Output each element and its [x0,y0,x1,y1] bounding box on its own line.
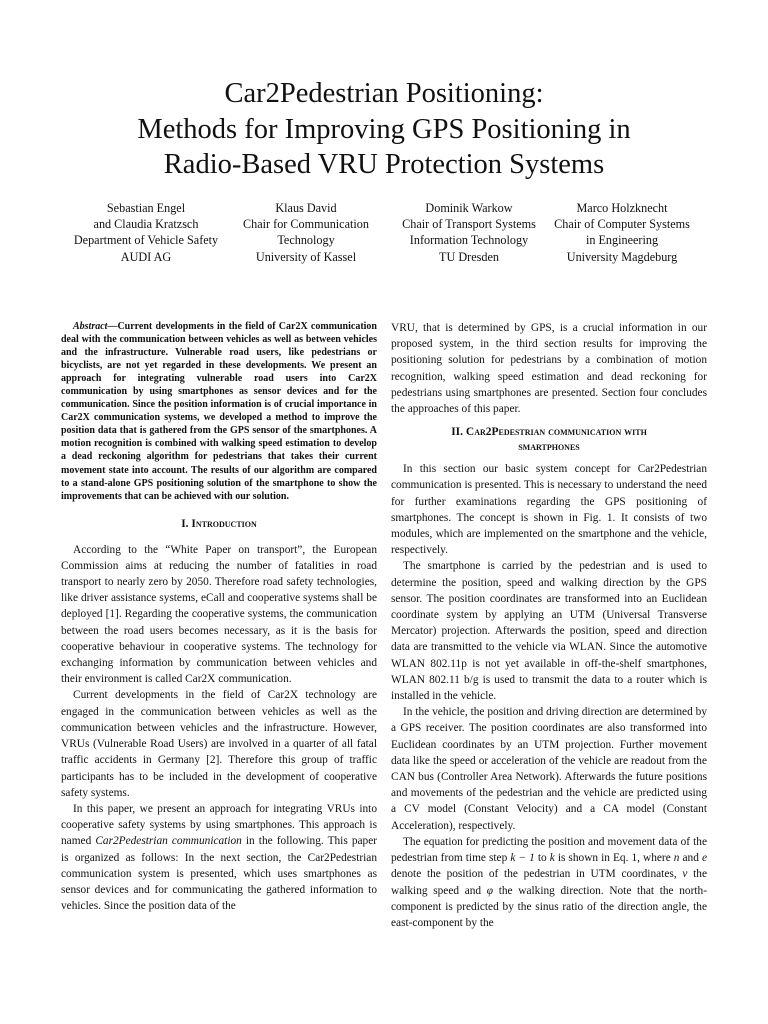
author-name: and Claudia Kratzsch [93,217,199,232]
math-symbol: v [682,868,688,881]
author-block-2 [226,200,386,265]
author-affiliation: Chair for Communication [243,217,369,232]
text-run: and [679,852,702,865]
author-affiliation: University of Kassel [255,249,357,264]
section2-paragraph-4 [391,834,707,931]
title-line-1: Car2Pedestrian Positioning: [224,78,544,109]
text-run: denote the position of the pedestrian in UTM coordinates, [391,868,683,881]
math-symbol: n [673,852,680,865]
author-block-4 [541,200,703,265]
author-name: Klaus David [275,201,337,215]
text-run: in the following. This paper is organized as follows: In the next section, the Car2Pedestrian communication system is presented, which uses smartphones as sensor devices and for communicating the gathered information to vehicles. Since the position data of the [61,835,378,913]
author-affiliation: AUDI AG [120,249,172,264]
title-line-2: Methods for Improving GPS Positioning in [137,113,631,145]
text-run: In this paper, we present an approach for integrating VRUs into cooperative safety systems by using smartphones. This approach is named [61,802,377,848]
section2-paragraph-3: In the vehicle, the position and driving direction are determined by a GPS receiver. The position coordinates are also transformed into Euclidean coordinates by an UTM projection. Further movement data like the speed or acceleration of the vehicle are readout from the CAN bus (Controller Area Network). Afterwards the future positions and movements of the pedestrian and the vehicle are predicted using a CV model (Constant Velocity) and a CA model (Constant Acceleration), respectively. [391,706,707,832]
author-name: Dominik Warkow [425,201,513,215]
text-run: is shown in Eq. 1, where [554,852,674,865]
author-affiliation: Chair of Computer Systems [554,217,690,232]
intro-paragraph-1: According to the “White Paper on transport”, the European Commission aims at reducing the number of fatalities in road transport to nearly zero by 2050. Therefore road safety technologies, like driver assistance systems, eCall and cooperative systems shall be deployed [1]. Regarding the cooperative systems, the communication between the road users becomes necessary, as it is the basis for cooperative behaviour in cooperative systems. The technology for exchanging information by communication between vehicles and their environment is called Car2X communication. [61,543,377,686]
text-run: the walking speed and [391,868,707,897]
author-affiliation: Chair of Transport Systems [402,217,536,232]
text-run: The equation for predicting the position and movement data of the pedestrian from time step [391,835,707,865]
author-affiliation: TU Dresden [439,249,499,264]
text-run: the walking direction. Note that the north-component is predicted by the sinus ratio of the direction angle, the east-component by the [391,884,707,929]
math-symbol: φ [486,884,494,897]
section2-paragraph-1: In this section our basic system concept for Car2Pedestrian communication is presented. This is necessary to understand the need for further examinations regarding the GPS positioning of smartphones. The concept is shown in Fig. 1. It consists of two modules, which are implemented on the smartphone and the vehicle, respectively. [391,463,707,557]
abstract-text: —Current developments in the field of Car2X communication deal with the communication between vehicles as well as between vehicles and the infrastructure. Vulnerable road users, like pedestrians or bicyclists, are not yet regarded in these developments. We present an approach for integrating vulnerable road users into Car2X communication by using smartphones as sensor devices and for the communication. Since the position information is of crucial importance in Car2X communication systems, we developed a method to improve the position data that is gathered from the GPS sensor of the smartphones. A motion recognition is combined with walking speed estimation to develop a dead reckoning algorithm for pedestrians that takes their current movement state into account. The results of our algorithm are compared to a stand-alone GPS positioning solution of the smartphone to show the improvements that can be achieved with our solution. [61,321,377,502]
heading-line: II. Car2Pedestrian communication with [451,426,647,439]
right-column [391,320,707,931]
title-line-3: Radio-Based VRU Protection Systems [163,149,605,180]
author-affiliation: University Magdeburg [566,249,678,264]
math-symbol: e [701,852,707,865]
author-affiliation: Information Technology [409,233,529,248]
section-heading-car2pedestrian [391,425,707,455]
math-symbol: k − 1 [510,852,535,865]
author-name: Sebastian Engel [106,201,186,215]
italic-term: Car2Pedestrian communication [95,835,242,848]
author-block-3 [383,200,555,265]
author-affiliation: Department of Vehicle Safety [73,233,219,248]
text-run: to [534,852,550,865]
intro-paragraph-2: Current developments in the field of Car2X technology are engaged in the communication between vehicles as well as the communication between vehicles and the infrastructure. However, VRUs (Vulnerable Road Users) are involved in a quarter of all fatal traffic accidents in Germany [2]. Therefore this group of traffic participants has to be included in the development of cooperative safety systems. [61,689,377,799]
author-block-1 [66,200,226,265]
paper-title [0,76,768,183]
heading-line: smartphones [518,441,580,454]
abstract [61,320,377,503]
author-name: Marco Holzknecht [576,201,668,215]
section-heading-introduction: I. Introduction [181,517,257,530]
intro-paragraph-3 [61,801,377,914]
math-symbol: k [549,852,555,865]
abstract-label: Abstract [73,321,108,332]
left-column [61,320,377,914]
intro-continuation: VRU, that is determined by GPS, is a crucial information in our proposed system, in the third section results for improving the positioning solution for pedestrians by a combination of motion recognition, walking speed estimation and dead reckoning for pedestrians using smartphones are presented. Section four concludes the approaches of this paper. [391,322,707,416]
author-affiliation: Technology [277,233,335,248]
section2-paragraph-2: The smartphone is carried by the pedestrian and is used to determine the position, speed and walking direction by the GPS sensor. The position coordinates are transformed into an Euclidean coordinate system by applying an UTM (Universal Transverse Mercator) projection. Afterwards the position, speed and direction data are transmitted to the vehicle via WLAN. Since the automotive WLAN 802.11p is not yet available in off-the-shelf smartphones, WLAN 802.11 b/g is used to transmit the data to a router which is installed in the vehicle. [391,560,707,703]
author-affiliation: in Engineering [585,233,659,248]
